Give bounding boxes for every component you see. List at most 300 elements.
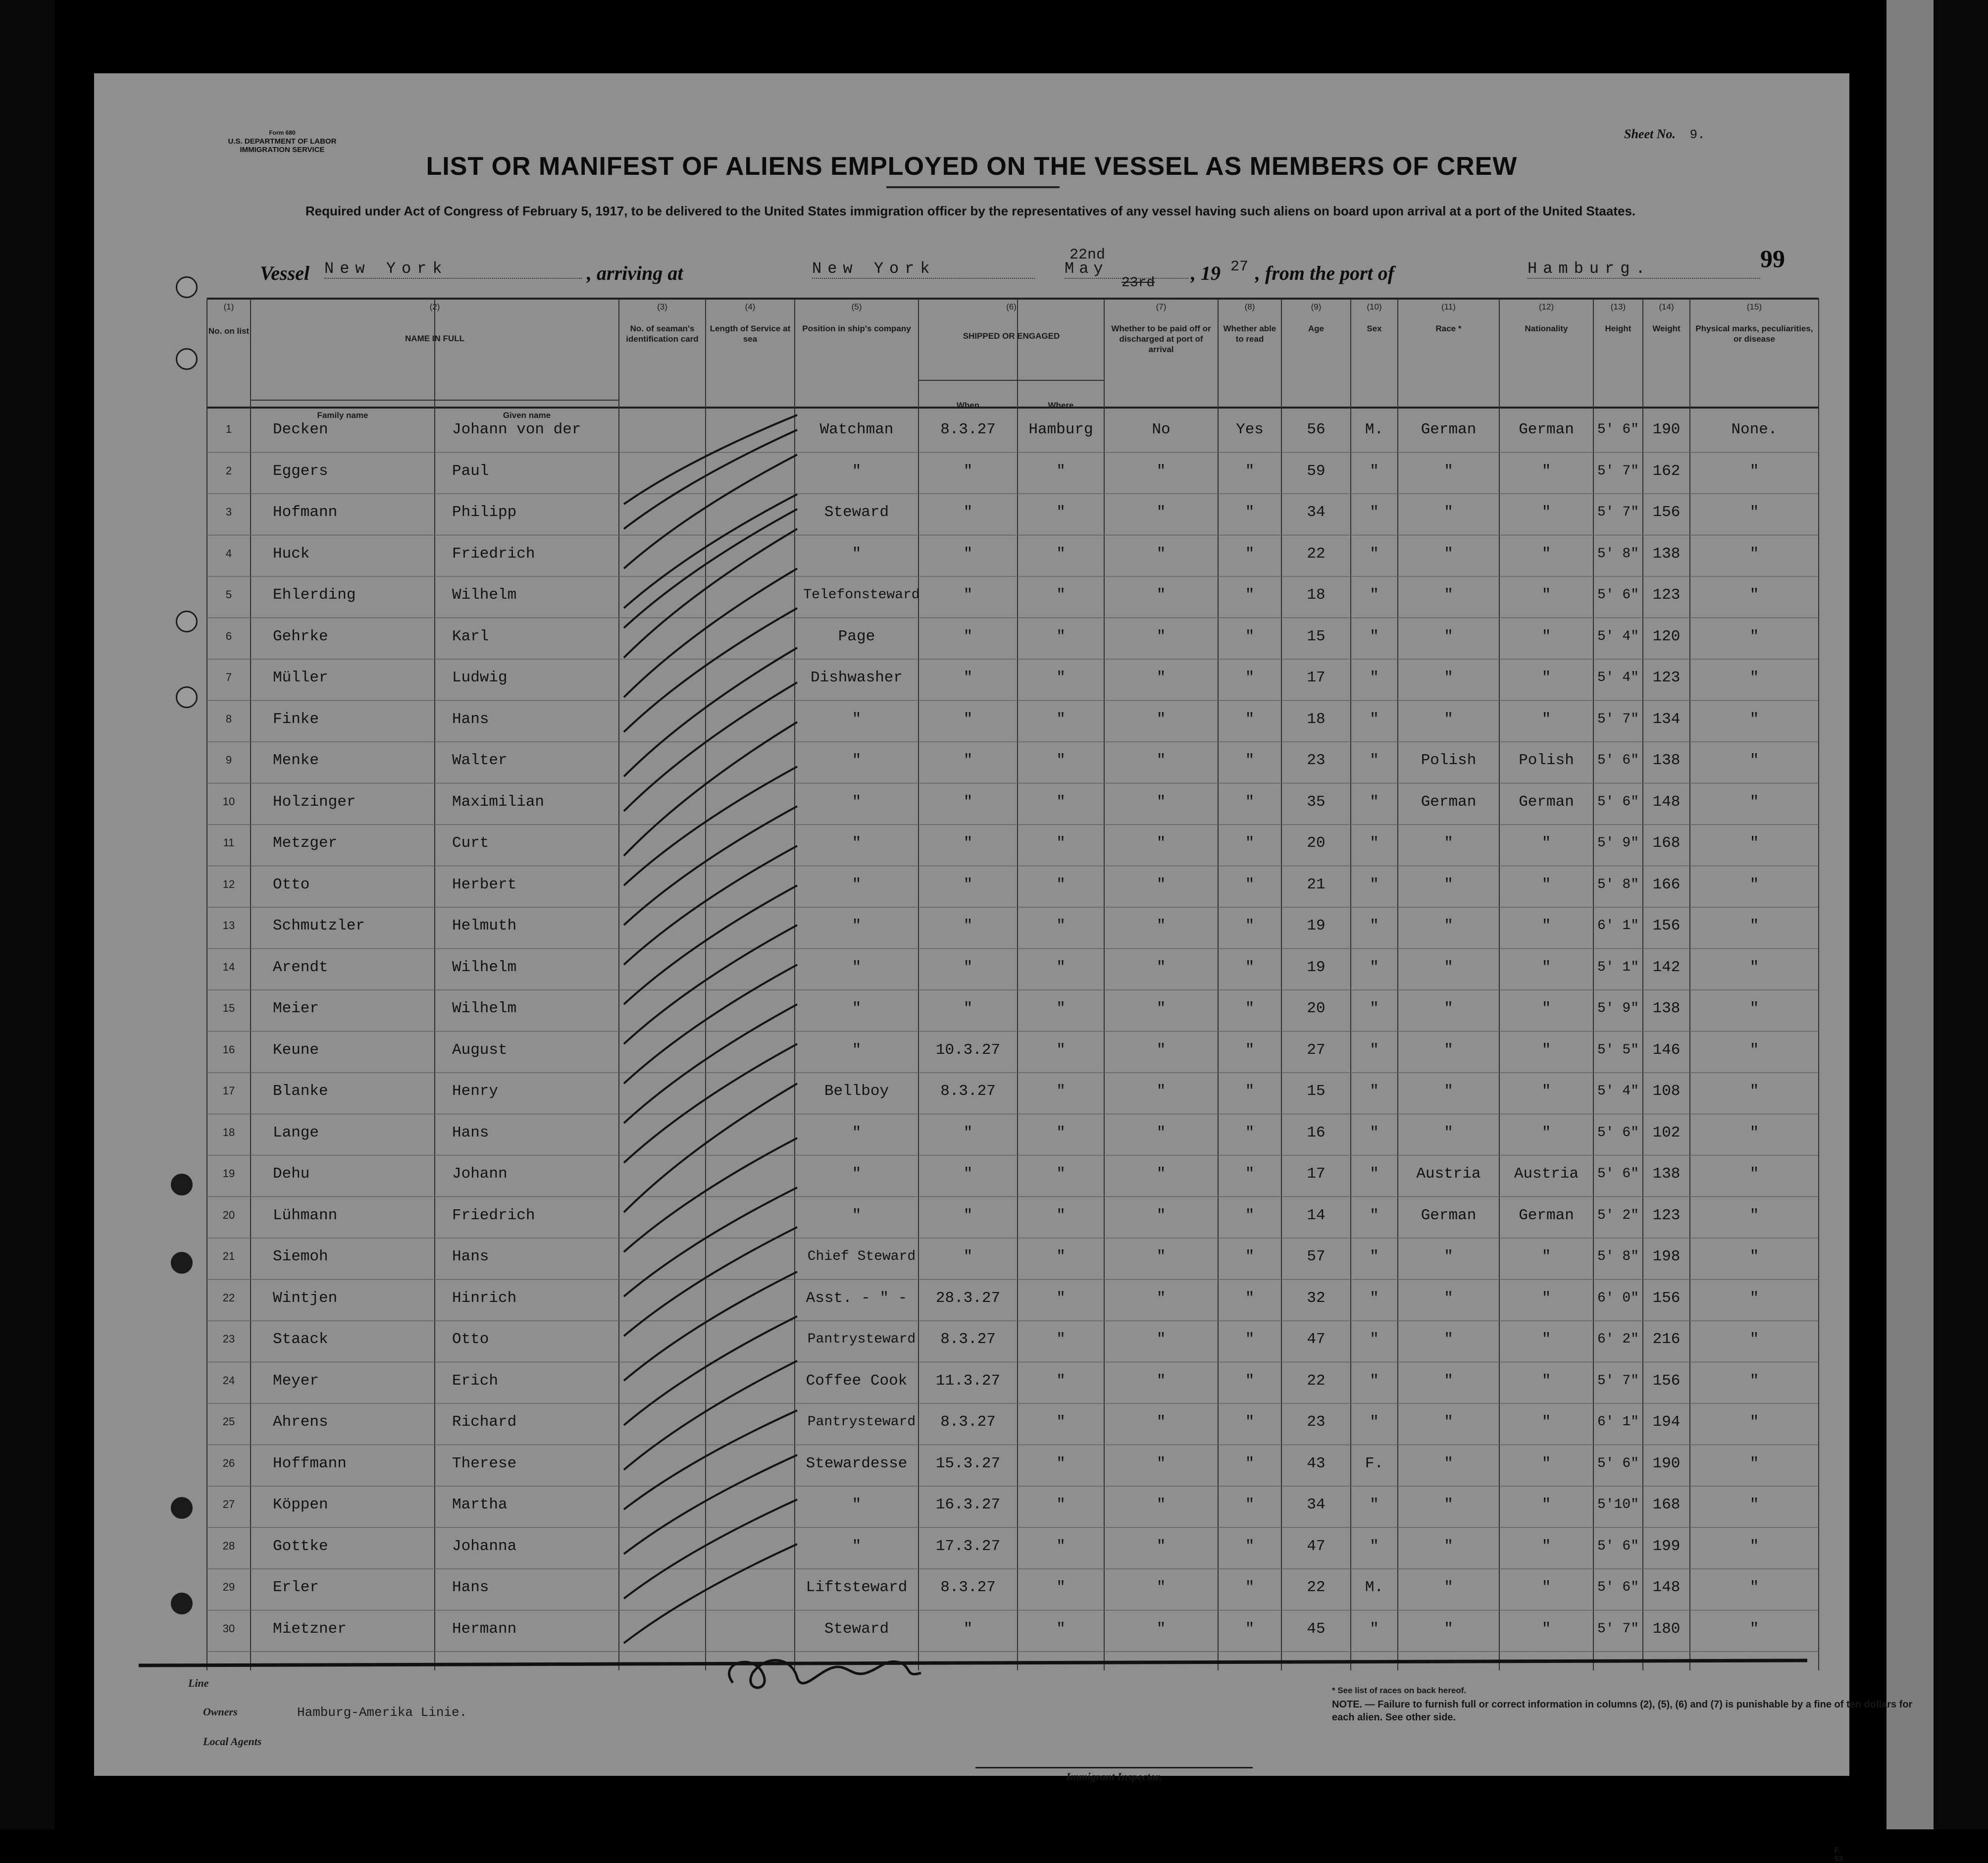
cell-read: " [1245, 1454, 1255, 1472]
cell-paid: " [1156, 1579, 1166, 1596]
cell-age: 18 [1307, 710, 1325, 728]
cell-marks: " [1749, 1372, 1759, 1390]
cell-position: " [852, 1496, 862, 1513]
cell-weight: 123 [1652, 669, 1681, 686]
cell-height: 5' 7" [1597, 505, 1639, 520]
arrival-month: May [1065, 259, 1188, 279]
cell-where: " [1056, 710, 1066, 728]
cell-family: Blanke [273, 1083, 328, 1100]
cell-weight: 123 [1652, 586, 1681, 604]
cell-age: 16 [1307, 1124, 1325, 1141]
cell-height: 5' 8" [1597, 1249, 1639, 1264]
row-number: 3 [225, 506, 232, 518]
row-number: 28 [222, 1539, 235, 1552]
cell-when: 8.3.27 [940, 1413, 996, 1431]
cell-when: " [963, 1000, 973, 1017]
row-number: 26 [222, 1456, 235, 1469]
cell-nationality: " [1541, 545, 1551, 563]
cell-when: " [963, 669, 973, 686]
pen-stroke [624, 648, 797, 776]
cell-when: 8.3.27 [940, 1083, 996, 1100]
cell-given: Therese [452, 1454, 517, 1472]
cell-age: 43 [1307, 1454, 1325, 1472]
col6-label: SHIPPED OR ENGAGED [963, 331, 1060, 341]
cell-nationality: " [1541, 1000, 1551, 1017]
c13-label: Height [1605, 324, 1631, 333]
from-port: Hamburg. [1528, 259, 1760, 279]
cell-paid: " [1156, 1620, 1166, 1638]
cell-paid: " [1156, 917, 1166, 934]
cell-read: " [1245, 1165, 1255, 1183]
cell-race: Austria [1416, 1165, 1481, 1183]
cell-weight: 148 [1652, 793, 1681, 811]
cell-race: " [1444, 1248, 1453, 1265]
cell-marks: " [1749, 669, 1759, 686]
cell-where: " [1056, 1248, 1066, 1265]
cell-marks: " [1749, 710, 1759, 728]
cell-where: " [1056, 545, 1066, 563]
cell-age: 45 [1307, 1620, 1325, 1638]
cell-height: 5' 4" [1597, 1084, 1639, 1099]
cell-given: Friedrich [452, 1206, 535, 1224]
owners-value: Hamburg-Amerika Linie. [297, 1705, 467, 1720]
cell-read: " [1245, 1041, 1255, 1059]
cell-nationality: " [1541, 1041, 1551, 1059]
c3-num: (3) [657, 302, 667, 311]
cell-marks: " [1749, 1165, 1759, 1183]
cell-family: Gottke [273, 1537, 328, 1555]
cell-when: 11.3.27 [935, 1372, 1001, 1390]
cell-sex: " [1370, 1124, 1379, 1141]
cell-weight: 123 [1652, 1206, 1681, 1224]
cell-race: " [1444, 917, 1453, 934]
cell-where: Hamburg [1028, 421, 1093, 438]
cell-when: " [963, 1124, 973, 1141]
cell-paid: " [1156, 1000, 1166, 1017]
cell-read: " [1245, 1372, 1255, 1390]
cell-race: " [1444, 1496, 1453, 1513]
cell-read: " [1245, 1579, 1255, 1596]
cell-paid: " [1156, 1289, 1166, 1307]
cell-where: " [1056, 1620, 1066, 1638]
cell-race: " [1444, 1454, 1453, 1472]
pen-stroke [624, 1188, 797, 1296]
cell-age: 17 [1307, 1165, 1325, 1183]
cell-weight: 156 [1652, 504, 1681, 521]
cell-nationality: " [1541, 1372, 1551, 1390]
cell-when: " [963, 1165, 973, 1183]
punch-hole [176, 276, 198, 298]
cell-sex: " [1370, 1537, 1379, 1555]
cell-given: Friedrich [452, 545, 535, 563]
cell-marks: " [1749, 917, 1759, 934]
cell-given: Hinrich [452, 1289, 517, 1307]
cell-position: " [852, 1000, 862, 1017]
cell-when: " [963, 710, 973, 728]
cell-marks: " [1749, 1579, 1759, 1596]
cell-nationality: Polish [1519, 752, 1574, 769]
cell-age: 14 [1307, 1206, 1325, 1224]
form-code: F. 53. [1835, 1846, 1845, 1863]
cell-paid: " [1156, 876, 1166, 893]
cell-position: Chief Steward [807, 1249, 916, 1264]
row-number: 14 [222, 960, 235, 973]
row-number: 25 [222, 1415, 235, 1428]
cell-family: Meyer [273, 1372, 319, 1390]
cell-read: " [1245, 1000, 1255, 1017]
cell-where: " [1056, 1083, 1066, 1100]
cell-sex: " [1370, 1206, 1379, 1224]
cell-sex: " [1370, 669, 1379, 686]
cell-read: " [1245, 1620, 1255, 1638]
cell-read: " [1245, 627, 1255, 645]
cell-family: Gehrke [273, 627, 328, 645]
cell-family: Eggers [273, 462, 328, 480]
cell-position: " [852, 1124, 862, 1141]
pen-stroke [624, 1455, 797, 1554]
cell-when: " [963, 1620, 973, 1638]
cell-family: Decken [273, 421, 328, 438]
cell-race: " [1444, 1124, 1453, 1141]
cell-paid: " [1156, 545, 1166, 563]
cell-read: " [1245, 917, 1255, 934]
cell-position: " [852, 1165, 862, 1183]
cell-age: 19 [1307, 917, 1325, 934]
row-number: 7 [225, 671, 232, 683]
pen-stroke [624, 1544, 797, 1643]
cell-read: " [1245, 1206, 1255, 1224]
row-number: 27 [222, 1498, 235, 1510]
cell-where: " [1056, 1331, 1066, 1348]
row-number: 6 [225, 629, 232, 642]
cell-height: 5' 7" [1597, 1373, 1639, 1389]
c3-label: No. of seaman's identification card [626, 324, 699, 344]
col2-family-label: Family name [317, 411, 368, 420]
c7-label: Whether to be paid off or discharged at port of arrival [1111, 324, 1211, 354]
cell-race: " [1444, 876, 1453, 893]
cell-weight: 148 [1652, 1579, 1681, 1596]
cell-paid: " [1156, 1206, 1166, 1224]
pen-stroke [624, 1410, 797, 1509]
cell-nationality: " [1541, 1620, 1551, 1638]
cell-position: " [852, 917, 862, 934]
cell-height: 6' 1" [1597, 918, 1639, 933]
cell-marks: " [1749, 586, 1759, 604]
cell-sex: " [1370, 1620, 1379, 1638]
cell-sex: " [1370, 1248, 1379, 1265]
cell-race: " [1444, 1413, 1453, 1431]
cell-position: " [852, 958, 862, 976]
department-name: U.S. DEPARTMENT OF LABOR [228, 137, 337, 146]
scan-border-left [0, 0, 54, 1829]
cell-race: " [1444, 545, 1453, 563]
cell-where: " [1056, 1289, 1066, 1307]
cell-position: Pantrysteward [807, 1414, 916, 1430]
cell-marks: " [1749, 1206, 1759, 1224]
cell-where: " [1056, 1496, 1066, 1513]
punch-hole [176, 611, 198, 632]
cell-read: Yes [1236, 421, 1264, 438]
cell-height: 5' 8" [1597, 877, 1639, 892]
cell-given: Curt [452, 834, 489, 852]
cell-marks: " [1749, 752, 1759, 769]
cell-height: 5' 6" [1597, 794, 1639, 810]
document-subtitle: Required under Act of Congress of February 5, 1917, to be delivered to the United States immigration officer by the representatives of any vessel having such aliens on board upon arrival at a port of the United Staates. [305, 204, 1636, 218]
cell-given: Walter [452, 752, 508, 769]
cell-height: 5' 4" [1597, 628, 1639, 644]
cell-where: " [1056, 586, 1066, 604]
cell-weight: 156 [1652, 1289, 1681, 1307]
scan-border-right-dark [1934, 0, 1988, 1829]
punch-hole [171, 1252, 193, 1274]
cell-given: Hans [452, 710, 489, 728]
cell-nationality: " [1541, 504, 1551, 521]
cell-height: 6' 1" [1597, 1414, 1639, 1430]
cell-height: 5' 6" [1597, 422, 1639, 437]
c4-num: (4) [745, 302, 756, 311]
cell-when: " [963, 504, 973, 521]
vessel-label: Vessel [260, 262, 309, 284]
cell-weight: 199 [1652, 1537, 1681, 1555]
cell-given: Wilhelm [452, 1000, 517, 1017]
cell-family: Meier [273, 1000, 319, 1017]
row-number: 17 [222, 1085, 235, 1097]
cell-weight: 138 [1652, 1165, 1681, 1183]
cell-age: 22 [1307, 1579, 1325, 1596]
race-note: * See list of races on back hereof. [1332, 1686, 1467, 1695]
cell-paid: " [1156, 504, 1166, 521]
cell-where: " [1056, 1579, 1066, 1596]
cell-race: " [1444, 669, 1453, 686]
cell-given: Ludwig [452, 669, 508, 686]
cell-read: " [1245, 793, 1255, 811]
cell-height: 5' 5" [1597, 1042, 1639, 1058]
cell-where: " [1056, 1206, 1066, 1224]
row-number: 4 [225, 547, 232, 560]
cell-age: 19 [1307, 958, 1325, 976]
cell-given: Hans [452, 1248, 489, 1265]
cell-height: 5' 6" [1597, 1166, 1639, 1182]
c8-label: Whether able to read [1223, 324, 1276, 344]
row-number: 29 [222, 1581, 235, 1593]
c5-num: (5) [851, 302, 862, 311]
cell-sex: " [1370, 1041, 1379, 1059]
cell-race: " [1444, 504, 1453, 521]
row-number: 30 [222, 1622, 235, 1635]
cell-where: " [1056, 1165, 1066, 1183]
cell-given: Erich [452, 1372, 499, 1390]
cell-marks: " [1749, 1331, 1759, 1348]
col6-num: (6) [1006, 302, 1017, 311]
cell-age: 21 [1307, 876, 1325, 893]
cell-weight: 146 [1652, 1041, 1681, 1059]
sheet-label: Sheet No. [1624, 127, 1676, 141]
cell-given: Paul [452, 462, 489, 480]
cell-paid: " [1156, 462, 1166, 480]
cell-weight: 138 [1652, 545, 1681, 563]
cell-nationality: " [1541, 1083, 1551, 1100]
cell-height: 5' 6" [1597, 1125, 1639, 1140]
cell-paid: " [1156, 669, 1166, 686]
row-number: 13 [222, 919, 235, 932]
cell-where: " [1056, 1041, 1066, 1059]
closing-rule [139, 1660, 1807, 1665]
punch-hole [176, 686, 198, 708]
cell-race: " [1444, 1372, 1453, 1390]
cell-age: 59 [1307, 462, 1325, 480]
cell-given: Herbert [452, 876, 517, 893]
cell-paid: " [1156, 1537, 1166, 1555]
pen-stroke [624, 1084, 797, 1212]
cell-sex: " [1370, 876, 1379, 893]
pen-stroke [624, 1500, 797, 1599]
cell-position: " [852, 545, 862, 563]
cell-weight: 138 [1652, 1000, 1681, 1017]
cell-paid: " [1156, 1083, 1166, 1100]
cell-read: " [1245, 1289, 1255, 1307]
cell-family: Finke [273, 710, 319, 728]
cell-paid: " [1156, 1248, 1166, 1265]
cell-paid: No [1152, 421, 1171, 438]
form-number: Form 680 [269, 129, 296, 136]
row-number: 23 [222, 1333, 235, 1345]
year-prefix: , 19 [1191, 262, 1221, 284]
cell-nationality: Austria [1514, 1165, 1579, 1183]
cell-family: Ahrens [273, 1413, 328, 1431]
cell-given: Hans [452, 1579, 489, 1596]
cell-read: " [1245, 834, 1255, 852]
cell-given: Johann [452, 1165, 508, 1183]
cell-nationality: " [1541, 462, 1551, 480]
cell-nationality: " [1541, 834, 1551, 852]
cell-family: Menke [273, 752, 319, 769]
cell-weight: 156 [1652, 917, 1681, 934]
cell-read: " [1245, 462, 1255, 480]
cell-given: Hans [452, 1124, 489, 1141]
cell-race: Polish [1421, 752, 1477, 769]
pen-stroke [624, 509, 797, 628]
cell-nationality: " [1541, 586, 1551, 604]
cell-family: Metzger [273, 834, 338, 852]
row-number: 12 [222, 878, 235, 890]
cell-marks: " [1749, 1413, 1759, 1431]
penalty-note: NOTE. — Failure to furnish full or correct information in columns (2), (5), (6) and (7) is punishable by a fine of ten dollars for each alien. See other side. [1332, 1699, 1913, 1723]
cell-position: Steward [824, 504, 889, 521]
cell-race: " [1444, 1083, 1453, 1100]
cell-nationality: " [1541, 1124, 1551, 1141]
cell-height: 5' 6" [1597, 587, 1639, 603]
c5-label: Position in ship's company [802, 324, 911, 333]
cell-sex: " [1370, 1413, 1379, 1431]
cell-read: " [1245, 545, 1255, 563]
cell-nationality: " [1541, 917, 1551, 934]
cell-when: " [963, 793, 973, 811]
cell-position: " [852, 752, 862, 769]
row-number: 24 [222, 1374, 235, 1387]
cell-read: " [1245, 504, 1255, 521]
cell-nationality: " [1541, 1579, 1551, 1596]
row-number: 16 [222, 1043, 235, 1056]
cell-weight: 194 [1652, 1413, 1681, 1431]
cell-race: " [1444, 958, 1453, 976]
cell-family: Schmutzler [273, 917, 365, 934]
cell-height: 6' 2" [1597, 1332, 1639, 1347]
page-number: 99 [1760, 245, 1785, 272]
col1-num: (1) [223, 302, 234, 311]
cell-height: 5' 9" [1597, 1001, 1639, 1016]
cell-paid: " [1156, 752, 1166, 769]
row-number: 15 [222, 1002, 235, 1014]
cell-age: 22 [1307, 545, 1325, 563]
c14-num: (14) [1659, 302, 1674, 311]
cell-weight: 134 [1652, 710, 1681, 728]
footer-notes [1332, 1684, 1916, 1724]
cell-sex: " [1370, 1000, 1379, 1017]
cell-given: Hermann [452, 1620, 517, 1638]
cell-when: 17.3.27 [935, 1537, 1001, 1555]
c15-label: Physical marks, peculiarities, or disease [1695, 324, 1813, 344]
cell-where: " [1056, 1413, 1066, 1431]
col6-when-label: When [956, 401, 980, 410]
cell-when: 15.3.27 [935, 1454, 1001, 1472]
cell-position: Liftsteward [806, 1579, 908, 1596]
cell-height: 5' 6" [1597, 1538, 1639, 1554]
cell-when: " [963, 958, 973, 976]
cell-position: " [852, 1206, 862, 1224]
c12-num: (12) [1538, 302, 1554, 311]
row-number: 5 [225, 588, 232, 601]
cell-family: Keune [273, 1041, 319, 1059]
cell-paid: " [1156, 1496, 1166, 1513]
cell-sex: " [1370, 834, 1379, 852]
cell-race: " [1444, 1000, 1453, 1017]
cell-when: " [963, 917, 973, 934]
document-title: LIST OR MANIFEST OF ALIENS EMPLOYED ON THE VESSEL AS MEMBERS OF CREW [426, 152, 1518, 181]
c11-num: (11) [1441, 302, 1456, 311]
cell-weight: 190 [1652, 421, 1681, 438]
cell-position: " [852, 710, 862, 728]
cell-position: " [852, 1041, 862, 1059]
c14-label: Weight [1652, 324, 1681, 333]
cell-position: Coffee Cook [806, 1372, 908, 1390]
cell-when: " [963, 586, 973, 604]
cell-weight: 102 [1652, 1124, 1681, 1141]
c4-label: Length of Service at sea [710, 324, 791, 344]
cell-when: 8.3.27 [940, 1331, 996, 1348]
cell-race: " [1444, 1289, 1453, 1307]
cell-sex: " [1370, 462, 1379, 480]
cell-race: " [1444, 1041, 1453, 1059]
cell-paid: " [1156, 1041, 1166, 1059]
cell-read: " [1245, 752, 1255, 769]
pen-stroke [624, 455, 797, 569]
cell-marks: " [1749, 1496, 1759, 1513]
row-number: 18 [222, 1126, 235, 1138]
cell-given: Wilhelm [452, 586, 517, 604]
cell-paid: " [1156, 1331, 1166, 1348]
cell-nationality: German [1519, 421, 1574, 438]
cell-age: 15 [1307, 1083, 1325, 1100]
cell-marks: " [1749, 1289, 1759, 1307]
cell-paid: " [1156, 793, 1166, 811]
row-number: 9 [225, 754, 232, 766]
c13-num: (13) [1610, 302, 1626, 311]
c9-label: Age [1308, 324, 1325, 333]
cell-marks: " [1749, 1620, 1759, 1638]
cell-read: " [1245, 1124, 1255, 1141]
cell-given: Johanna [452, 1537, 517, 1555]
cell-where: " [1056, 958, 1066, 976]
